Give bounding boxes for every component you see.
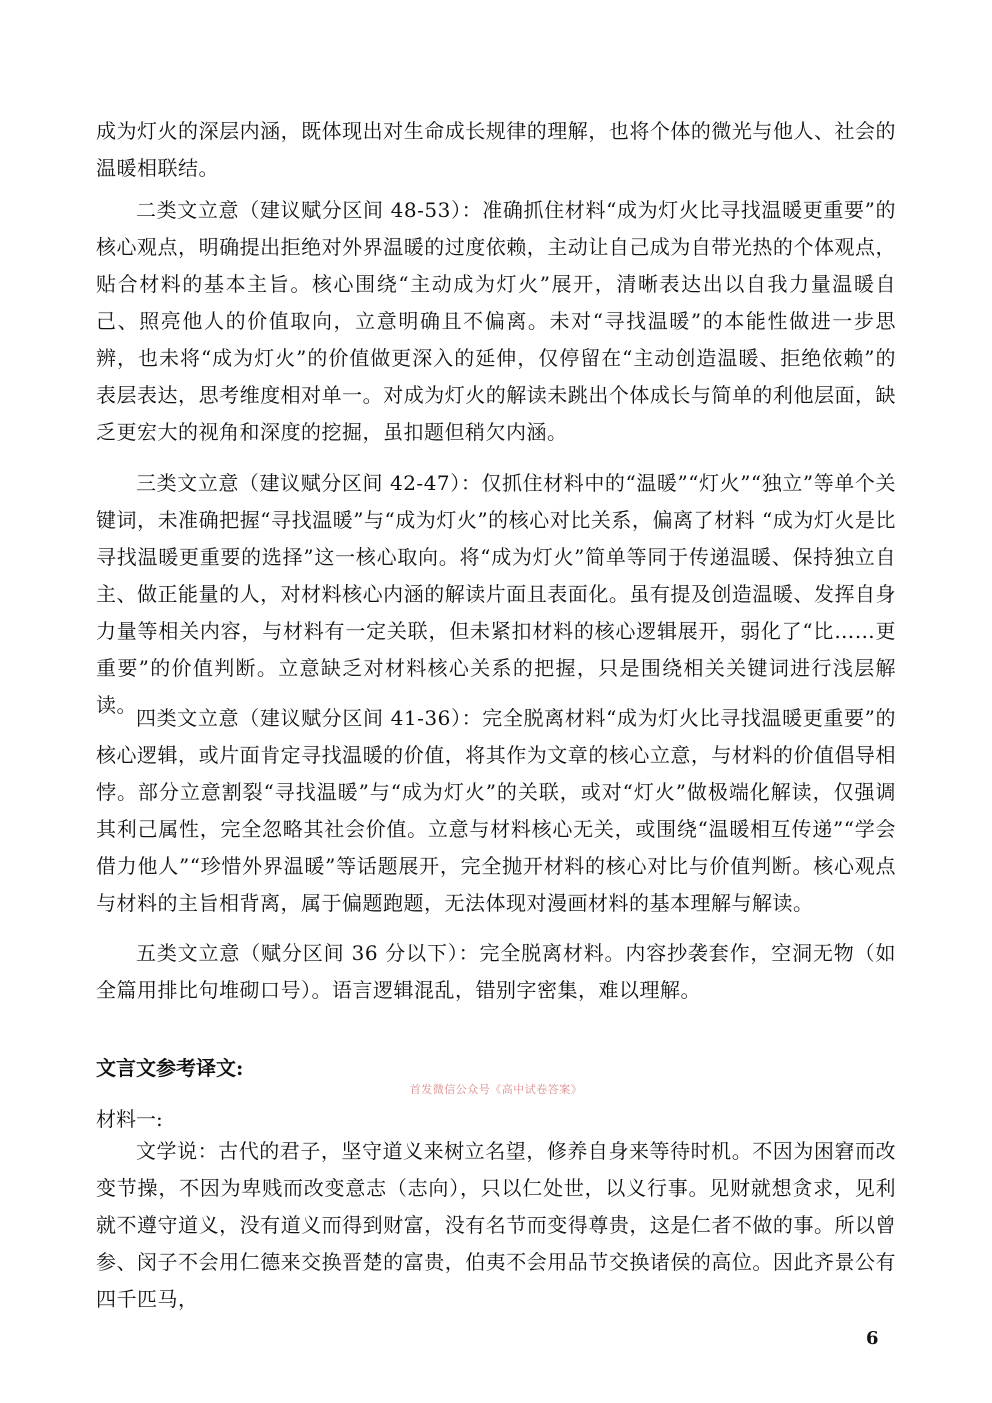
paragraph-level-5-criteria: 五类文立意（赋分区间 36 分以下）：完全脱离材料。内容抄袭套作，空洞无物（如全篇用排比句堆砌口号）。语言逻辑混乱，错别字密集，难以理解。 <box>96 941 896 1002</box>
page-number: 6 <box>866 1328 879 1349</box>
paragraph-level-2-criteria: 二类文立意（建议赋分区间 48-53）：准确抓住材料“成为灯火比寻找温暖更重要”的核心观点，明确提出拒绝对外界温暖的过度依赖，主动让自己成为自带光热的个体观点，贴合材料的基本主旨。核心围绕“主动成为灯火”展开，清晰表达出以自我力量温暖自己、照亮他人的价值取向，立意明确且不偏离。未对“寻找温暖”的本能性做进一步思辨，也未将“成为灯火”的价值做更深入的延伸，仅停留在“主动创造温暖、拒绝依赖”的表层表达，思考维度相对单一。对成为灯火的解读未跳出个体成长与简单的利他层面，缺乏更宏大的视角和深度的挖掘，虽扣题但稍欠内涵。 <box>96 198 896 444</box>
material-label: 材料一: <box>96 1107 163 1131</box>
paragraph-level-4-criteria: 四类文立意（建议赋分区间 41-36）：完全脱离材料“成为灯火比寻找温暖更重要”的核心逻辑，或片面肯定寻找温暖的价值，将其作为文章的核心立意，与材料的价值倡导相悖。部分立意割裂“寻找温暖”与“成为灯火”的关联，或对“灯火”做极端化解读，仅强调其利己属性，完全忽略其社会价值。立意与材料核心无关，或围绕“温暖相互传递”“学会借力他人”“珍惜外界温暖”等话题展开，完全抛开材料的核心对比与价值判断。核心观点与材料的主旨相背离，属于偏题跑题，无法体现对漫画材料的基本理解与解读。 <box>96 706 896 915</box>
paragraph-level-3-criteria: 三类文立意（建议赋分区间 42-47）：仅抓住材料中的“温暖”“灯火”“独立”等单个关键词，未准确把握“寻找温暖”与“成为灯火”的核心对比关系，偏离了材料 “成为灯火是比寻找温暖更重要的选择”这一核心取向。将“成为灯火”简单等同于传递温暖、保持独立自主、做正能量的人，对材料核心内涵的解读片面且表面化。虽有提及创造温暖、发挥自身力量等相关内容，与材料有一定关联，但未紧扣材料的核心逻辑展开，弱化了“比……更重要”的价值判断。立意缺乏对材料核心关系的把握，只是围绕相关关键词进行浅层解读。 <box>96 471 896 717</box>
watermark-text: 首发微信公众号《高中试卷答案》 <box>409 1083 583 1096</box>
paragraph-1-continuation: 成为灯火的深层内涵，既体现出对生命成长规律的理解，也将个体的微光与他人、社会的温暖相联结。 <box>96 119 896 180</box>
section-heading: 文言文参考译文: <box>96 1056 244 1080</box>
translation-paragraph: 文学说：古代的君子，坚守道义来树立名望，修养自身来等待时机。不因为困窘而改变节操，不因为卑贱而改变意志（志向），只以仁处世，以义行事。见财就想贪求，见利就不遵守道义，没有道义而得到财富，没有名节而变得尊贵，这是仁者不做的事。所以曾参、闵子不会用仁德来交换晋楚的富贵，伯夷不会用品节交换诸侯的高位。因此齐景公有四千匹马， <box>96 1139 896 1311</box>
